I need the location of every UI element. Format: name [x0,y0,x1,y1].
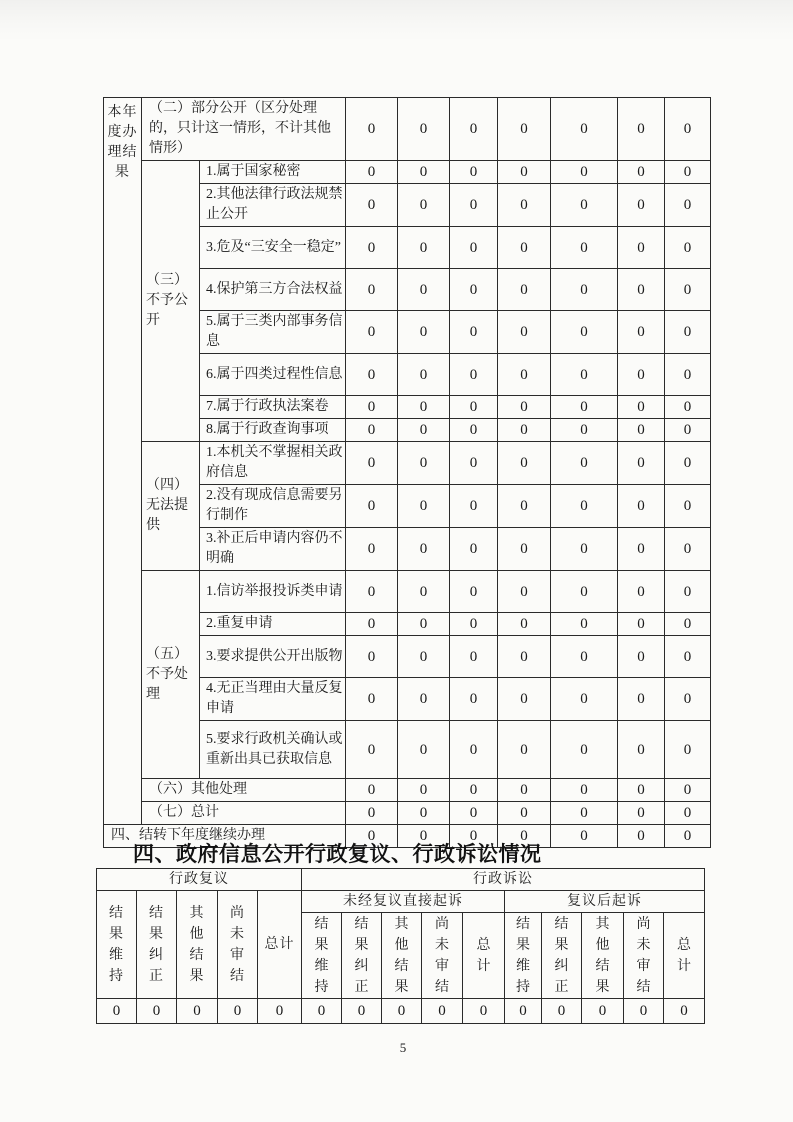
side-label-cell: 本年度办理结果 [104,98,142,825]
value-cell: 0 [398,636,450,678]
value-cell: 0 [498,528,551,571]
value-cell: 0 [665,419,711,442]
value-cell: 0 [398,779,450,802]
row-label-cell: 4.保护第三方合法权益 [200,269,346,311]
direct-suit-total-header-cell: 总计 [463,913,505,999]
value-cell: 0 [450,311,498,354]
value-cell: 0 [450,779,498,802]
value-cell: 0 [346,678,398,721]
value-cell: 0 [498,571,551,613]
table-row [104,98,711,161]
review-result-header-cell: 结果维持 [97,891,137,999]
value-cell: 0 [665,98,711,161]
value-cell: 0 [346,161,398,184]
value-cell: 0 [551,269,618,311]
table-row [104,571,711,613]
value-cell: 0 [618,161,665,184]
review-litigation-table [96,868,705,1024]
value-cell: 0 [398,571,450,613]
value-cell: 0 [498,98,551,161]
row-label-cell: 2.其他法律行政法规禁止公开 [200,184,346,227]
value-cell: 0 [498,802,551,825]
value-cell: 0 [618,442,665,485]
value-cell: 0 [582,999,624,1024]
value-cell: 0 [498,311,551,354]
value-cell: 0 [498,636,551,678]
value-cell: 0 [346,227,398,269]
post-review-suit-header-cell: 复议后起诉 [505,891,705,913]
value-cell: 0 [346,779,398,802]
litigation-header-cell: 行政诉讼 [302,869,705,891]
row-label-cell: 3.补正后申请内容仍不明确 [200,528,346,571]
value-cell: 0 [346,571,398,613]
value-cell: 0 [551,613,618,636]
value-cell: 0 [665,227,711,269]
value-cell: 0 [258,999,302,1024]
value-cell: 0 [664,999,705,1024]
direct-suit-header-cell: 未经复议直接起诉 [302,891,505,913]
value-cell: 0 [618,678,665,721]
value-cell: 0 [398,269,450,311]
value-cell: 0 [665,442,711,485]
value-cell: 0 [346,802,398,825]
value-cell: 0 [618,571,665,613]
value-cell: 0 [398,396,450,419]
value-cell: 0 [624,999,664,1024]
value-cell: 0 [665,184,711,227]
direct-suit-result-header-cell: 其他结果 [382,913,422,999]
row-label-cell: 2.重复申请 [200,613,346,636]
value-cell: 0 [618,613,665,636]
value-cell: 0 [346,419,398,442]
page-number: 5 [399,1040,407,1055]
value-cell: 0 [498,419,551,442]
value-cell: 0 [618,396,665,419]
value-cell: 0 [498,779,551,802]
value-cell: 0 [398,227,450,269]
table-row [104,779,711,802]
value-cell: 0 [346,354,398,396]
value-cell: 0 [450,354,498,396]
value-cell: 0 [498,442,551,485]
value-cell: 0 [463,999,505,1024]
value-cell: 0 [551,571,618,613]
value-cell: 0 [665,613,711,636]
value-cell: 0 [346,442,398,485]
value-cell: 0 [346,721,398,779]
value-cell: 0 [177,999,218,1024]
value-cell: 0 [450,636,498,678]
value-cell: 0 [450,161,498,184]
value-cell: 0 [618,485,665,528]
group-label-cell: （五）不予处理 [142,571,200,779]
value-cell: 0 [346,184,398,227]
value-cell: 0 [398,802,450,825]
value-cell: 0 [505,999,542,1024]
value-cell: 0 [398,442,450,485]
value-cell: 0 [551,485,618,528]
value-cell: 0 [551,721,618,779]
value-cell: 0 [450,613,498,636]
value-cell: 0 [218,999,258,1024]
value-cell: 0 [398,485,450,528]
value-cell: 0 [450,721,498,779]
value-cell: 0 [551,354,618,396]
value-cell: 0 [346,311,398,354]
value-cell: 0 [302,999,342,1024]
row-label-cell: 3.危及“三安全一稳定” [200,227,346,269]
value-cell: 0 [398,161,450,184]
value-cell: 0 [551,442,618,485]
row-label-cell: （二）部分公开（区分处理的，只计这一情形，不计其他情形） [142,98,346,161]
value-cell: 0 [450,419,498,442]
review-result-header-cell: 结果纠正 [137,891,177,999]
value-cell: 0 [346,613,398,636]
row-label-cell: 1.本机关不掌握相关政府信息 [200,442,346,485]
value-cell: 0 [665,269,711,311]
value-cell: 0 [346,636,398,678]
row-label-cell: 8.属于行政查询事项 [200,419,346,442]
value-cell: 0 [450,269,498,311]
value-cell: 0 [498,396,551,419]
table-row [97,869,705,891]
processing-results-table [103,97,711,848]
value-cell: 0 [665,678,711,721]
value-cell: 0 [398,311,450,354]
row-label-cell: 5.要求行政机关确认或重新出具已获取信息 [200,721,346,779]
value-cell: 0 [551,419,618,442]
value-cell: 0 [346,825,398,848]
post-review-result-header-cell: 尚未审结 [624,913,664,999]
value-cell: 0 [498,354,551,396]
carryover-label-cell: 四、结转下年度继续办理 [104,825,346,848]
value-cell: 0 [498,678,551,721]
value-cell: 0 [618,802,665,825]
value-cell: 0 [551,161,618,184]
value-cell: 0 [618,311,665,354]
value-cell: 0 [665,802,711,825]
value-cell: 0 [665,161,711,184]
scan-artifact-band [0,0,793,42]
value-cell: 0 [665,396,711,419]
group-label-cell: （三）不予公开 [142,161,200,442]
group-label-cell: （四）无法提供 [142,442,200,571]
value-cell: 0 [382,999,422,1024]
value-cell: 0 [618,636,665,678]
row-label-cell: （六）其他处理 [142,779,346,802]
value-cell: 0 [346,269,398,311]
value-cell: 0 [137,999,177,1024]
value-cell: 0 [398,354,450,396]
value-cell: 0 [498,227,551,269]
review-result-header-cell: 其他结果 [177,891,218,999]
value-cell: 0 [498,825,551,848]
value-cell: 0 [498,485,551,528]
table-row [104,161,711,184]
value-cell: 0 [618,419,665,442]
value-cell: 0 [551,636,618,678]
value-cell: 0 [551,227,618,269]
value-cell: 0 [450,802,498,825]
value-cell: 0 [346,528,398,571]
value-cell: 0 [551,311,618,354]
value-cell: 0 [450,442,498,485]
value-cell: 0 [551,802,618,825]
value-cell: 0 [450,678,498,721]
value-cell: 0 [342,999,382,1024]
row-label-cell: （七）总计 [142,802,346,825]
value-cell: 0 [398,721,450,779]
value-cell: 0 [498,269,551,311]
value-cell: 0 [97,999,137,1024]
review-header-cell: 行政复议 [97,869,302,891]
value-cell: 0 [665,721,711,779]
table1-body [104,98,711,825]
value-cell: 0 [665,636,711,678]
post-review-result-header-cell: 结果纠正 [542,913,582,999]
row-label-cell: 1.属于国家秘密 [200,161,346,184]
value-cell: 0 [398,825,450,848]
value-cell: 0 [450,825,498,848]
value-cell: 0 [551,825,618,848]
value-cell: 0 [422,999,463,1024]
row-label-cell: 5.属于三类内部事务信息 [200,311,346,354]
value-cell: 0 [665,354,711,396]
value-cell: 0 [665,825,711,848]
table-row [104,802,711,825]
value-cell: 0 [450,396,498,419]
value-cell: 0 [398,98,450,161]
value-cell: 0 [398,419,450,442]
row-label-cell: 6.属于四类过程性信息 [200,354,346,396]
value-cell: 0 [665,311,711,354]
value-cell: 0 [665,528,711,571]
post-review-result-header-cell: 结果维持 [505,913,542,999]
value-cell: 0 [398,678,450,721]
row-label-cell: 1.信访举报投诉类申请 [200,571,346,613]
value-cell: 0 [346,485,398,528]
value-cell: 0 [450,571,498,613]
value-cell: 0 [551,779,618,802]
row-label-cell: 3.要求提供公开出版物 [200,636,346,678]
review-result-header-cell: 尚未审结 [218,891,258,999]
row-label-cell: 7.属于行政执法案卷 [200,396,346,419]
value-cell: 0 [551,98,618,161]
value-cell: 0 [551,396,618,419]
value-cell: 0 [450,227,498,269]
value-cell: 0 [542,999,582,1024]
value-cell: 0 [346,396,398,419]
value-cell: 0 [618,98,665,161]
value-cell: 0 [551,184,618,227]
value-cell: 0 [618,721,665,779]
value-cell: 0 [618,779,665,802]
value-cell: 0 [618,184,665,227]
value-cell: 0 [450,528,498,571]
value-cell: 0 [665,571,711,613]
value-cell: 0 [450,184,498,227]
value-cell: 0 [618,528,665,571]
value-cell: 0 [450,485,498,528]
post-review-result-header-cell: 其他结果 [582,913,624,999]
value-cell: 0 [498,161,551,184]
direct-suit-result-header-cell: 尚未审结 [422,913,463,999]
row-label-cell: 2.没有现成信息需要另行制作 [200,485,346,528]
value-cell: 0 [618,227,665,269]
value-cell: 0 [450,98,498,161]
post-review-total-header-cell: 总计 [664,913,705,999]
value-cell: 0 [665,779,711,802]
value-cell: 0 [398,184,450,227]
value-cell: 0 [498,721,551,779]
direct-suit-result-header-cell: 结果纠正 [342,913,382,999]
value-cell: 0 [498,184,551,227]
value-cell: 0 [398,613,450,636]
value-cell: 0 [618,354,665,396]
value-cell: 0 [665,485,711,528]
direct-suit-result-header-cell: 结果维持 [302,913,342,999]
value-cell: 0 [618,269,665,311]
table-row [97,891,705,913]
section-heading: 四、政府信息公开行政复议、行政诉讼情况 [133,843,542,866]
value-cell: 0 [398,528,450,571]
value-cell: 0 [498,613,551,636]
value-cell: 0 [346,98,398,161]
row-label-cell: 4.无正当理由大量反复申请 [200,678,346,721]
value-cell: 0 [551,528,618,571]
table-row [104,442,711,485]
review-total-header-cell: 总计 [258,891,302,999]
value-cell: 0 [618,825,665,848]
value-cell: 0 [551,678,618,721]
table-row [97,999,705,1024]
